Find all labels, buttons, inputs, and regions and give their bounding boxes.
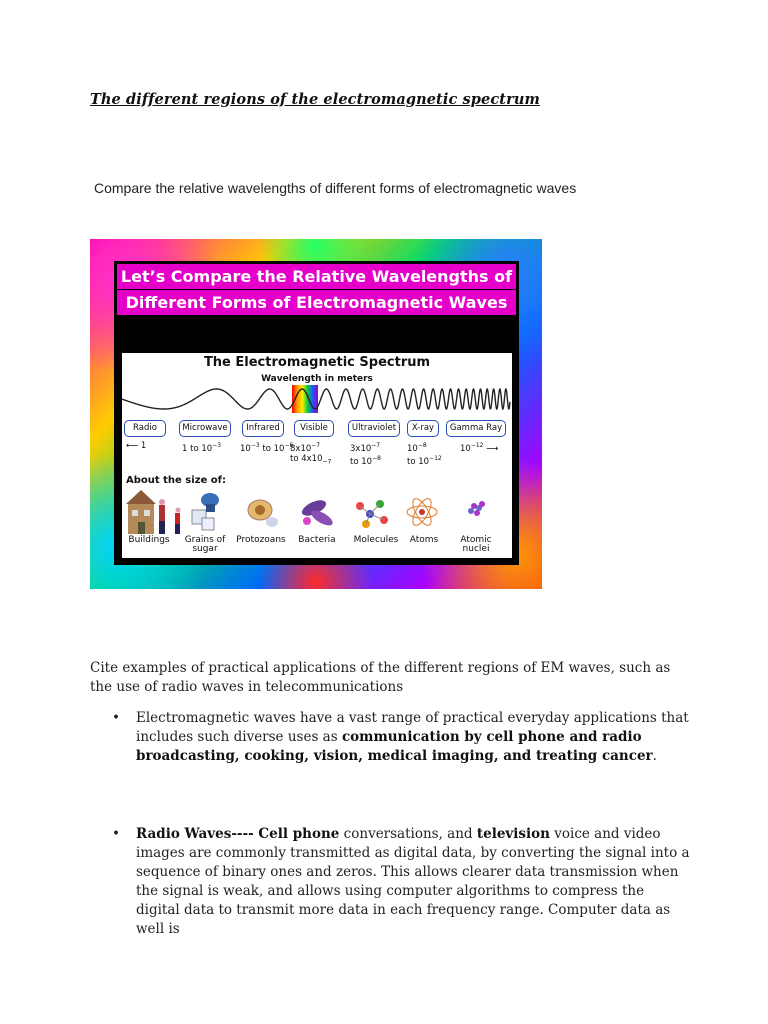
band-xray: X-ray (407, 420, 439, 437)
band-infrared: Infrared (242, 420, 284, 437)
protozoan-icon (248, 500, 278, 527)
band-ultraviolet: Ultraviolet (348, 420, 400, 437)
band-gamma: Gamma Ray (446, 420, 506, 437)
label-bacteria: Bacteria (298, 535, 336, 545)
size-objects (122, 488, 512, 536)
label-protozoans: Protozoans (236, 535, 286, 545)
range-visible: $8x10^{-7}$ to $4x10_{-7}$ (290, 442, 332, 466)
bullet-dot: • (112, 826, 120, 842)
spectrum-figure (90, 239, 542, 589)
bullet-item: • Electromagnetic waves have a vast range of practical everyday applications that includes such diverse uses as communication by cell phone and radio broadcasting, cooking, vision, medical imaging, and treating cancer. (112, 710, 689, 764)
applications-paragraph: Cite examples of practical applications of the different regions of EM waves, such as the use of radio waves in telecommunications (90, 660, 671, 695)
label-atoms: Atoms (409, 535, 439, 545)
page-title: The different regions of the electromagnetic spectrum (90, 91, 540, 108)
bullet-list-2 (90, 825, 690, 939)
band-row (124, 420, 512, 440)
nucleus-icon (468, 501, 485, 516)
spectrum-panel (122, 353, 512, 558)
band-microwave: Microwave (179, 420, 231, 437)
intro-text: Compare the relative wavelengths of different forms of electromagnetic waves (94, 180, 577, 196)
bacteria-icon (300, 497, 335, 528)
range-xray: $10^{-8}$ to $10^{-12}$ (407, 442, 442, 467)
molecules-icon (356, 500, 388, 528)
band-visible: Visible (294, 420, 334, 437)
sugar-grains-icon (192, 493, 219, 530)
range-infrared: $10^{-3}$ to $10^{-6}$ (240, 442, 294, 454)
bullet-dot: • (112, 710, 120, 726)
about-size-label: About the size of: (126, 475, 226, 486)
buildings-icon (126, 490, 181, 534)
label-buildings: Buildings (128, 535, 170, 545)
label-sugar: Grains of sugar (184, 535, 226, 554)
range-microwave: 1 to $10^{-3}$ (182, 442, 222, 454)
range-radio: ⟵ 1 (126, 441, 147, 451)
figure-header (114, 261, 519, 323)
figure-header-line2: Different Forms of Electromagnetic Waves (117, 290, 516, 315)
spectrum-title: The Electromagnetic Spectrum (203, 355, 431, 370)
label-nuclei: Atomic nuclei (460, 535, 492, 554)
range-gamma: $10^{-12}$ ⟶ (460, 442, 499, 454)
atom-icon (407, 496, 437, 528)
band-radio: Radio (124, 420, 166, 437)
bullet-list-1 (90, 709, 690, 766)
label-molecules: Molecules (353, 535, 399, 545)
figure-body (114, 323, 519, 565)
figure-header-line1: Let’s Compare the Relative Wavelengths of (117, 264, 516, 289)
spectrum-subtitle: Wavelength in meters (261, 374, 373, 384)
range-ultraviolet: $3x10^{-7}$ to $10^{-8}$ (350, 442, 381, 467)
wave-graphic (122, 381, 512, 417)
bullet-item: • Radio Waves---- Cell phone conversations, and television voice and video images are commonly transmitted as digital data, by converting the signal into a sequence of binary ones and zeros. This allows clearer data transmission when the signal is weak, and allows using computer algorithms to compress the digital data to transmit more data in each frequency range. Computer data as well is (112, 826, 690, 937)
